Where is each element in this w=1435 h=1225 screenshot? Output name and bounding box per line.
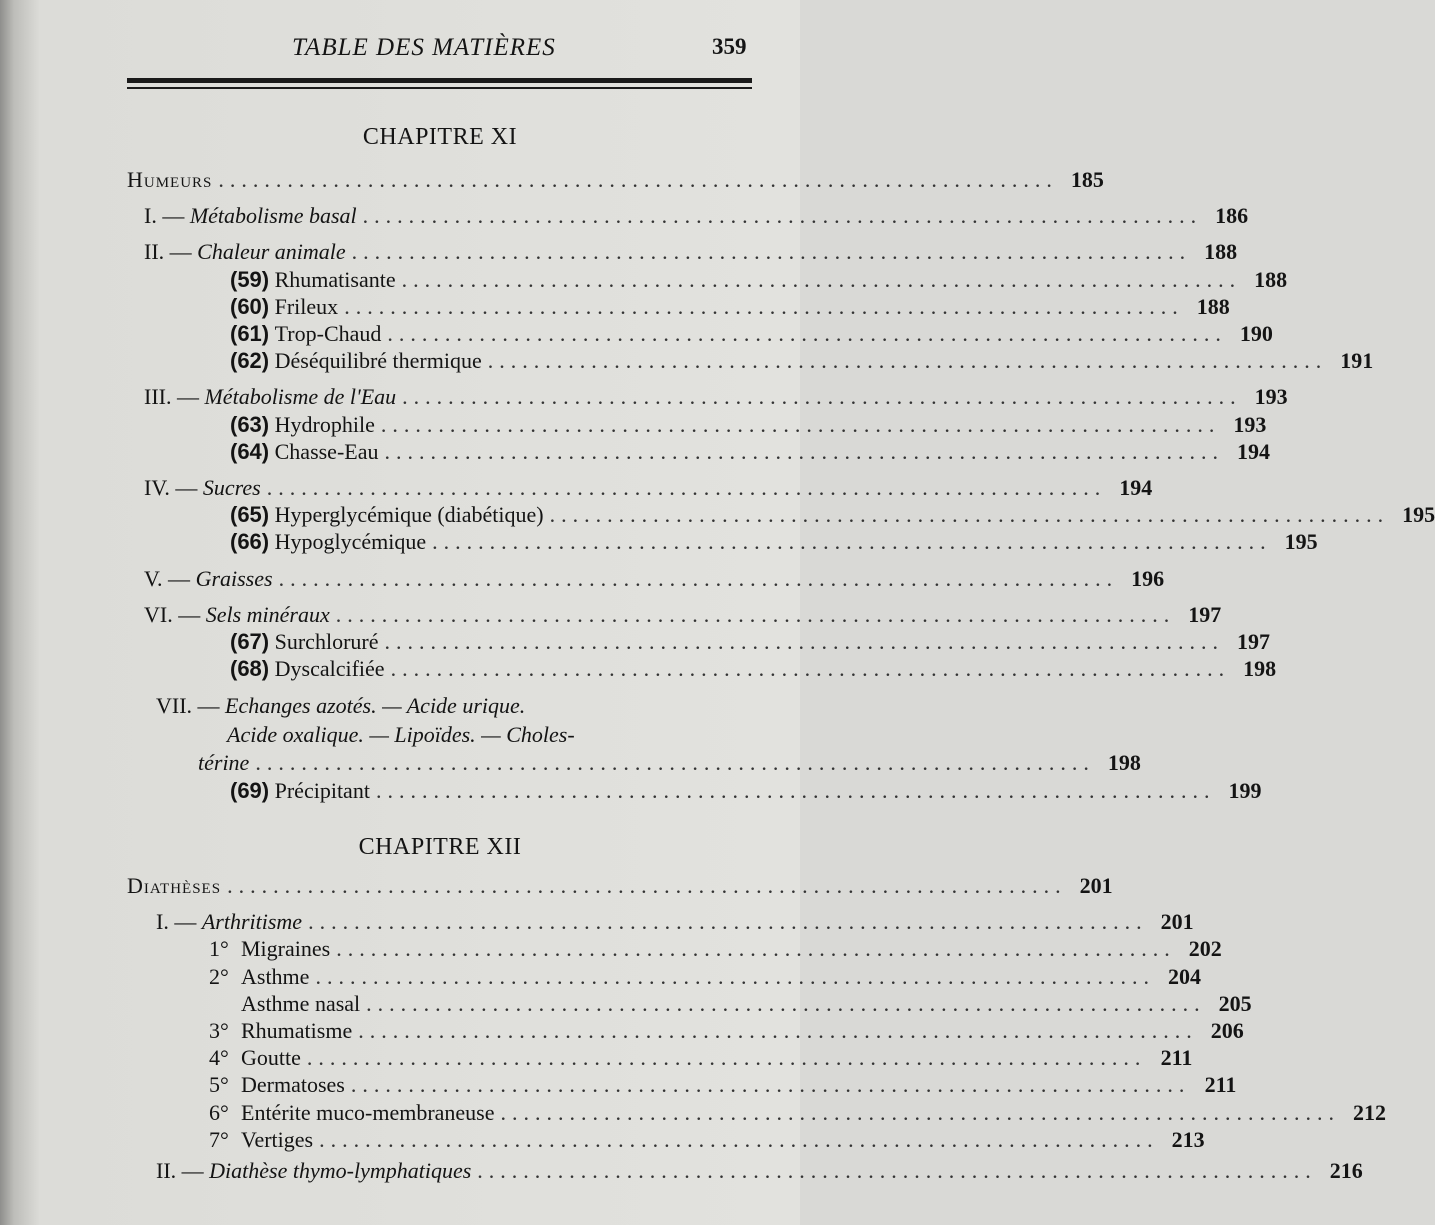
entry-label: Diathèses (127, 873, 222, 898)
toc-item[interactable] (127, 990, 1252, 1017)
entry-page: 201 (1079, 873, 1113, 898)
item-label: Entérite muco-membraneuse (241, 1099, 495, 1125)
section-line (156, 691, 760, 720)
leader-dots: ......................................................................... (315, 963, 1155, 989)
leader-dots: ......................................................................... (390, 656, 1231, 682)
header-rule-thin (127, 87, 752, 89)
item-number: 3° (209, 1018, 229, 1044)
entry-label: Humeurs (127, 167, 213, 192)
section-page: 186 (1215, 203, 1249, 229)
toc-section[interactable] (127, 383, 1288, 410)
leader-dots: ......................................................................... (401, 266, 1242, 292)
section-title: Chaleur animale (197, 239, 346, 265)
item-page: 202 (1188, 936, 1222, 962)
toc-item[interactable] (127, 1071, 1237, 1098)
toc-item[interactable] (127, 628, 1270, 655)
section-title: Graisses (195, 565, 273, 591)
toc-item[interactable] (127, 963, 1201, 990)
toc-item[interactable] (127, 1044, 1193, 1071)
leader-dots: ......................................................................... (402, 384, 1242, 410)
item-label: Hypoglycémique (274, 529, 427, 555)
leader-dots: ......................................................................... (350, 1072, 1191, 1098)
leader-dots: ......................................................................... (278, 565, 1119, 591)
item-page: 193 (1233, 411, 1267, 437)
section-number: VI. — (144, 601, 201, 627)
toc-item[interactable] (127, 266, 1288, 293)
leader-dots: ......................................................................... (351, 239, 1192, 265)
leader-dots: ......................................................................... (477, 1158, 1317, 1184)
section-number: I. — (156, 909, 197, 935)
item-number: (62) (230, 348, 270, 374)
item-number: 5° (209, 1072, 229, 1098)
page-number: 359 (712, 34, 747, 59)
toc-entry-main[interactable] (127, 872, 1113, 899)
section-title: Arthritisme (201, 909, 303, 935)
item-page: 194 (1236, 438, 1270, 464)
item-number: 6° (209, 1099, 229, 1125)
leader-dots: ......................................................................... (319, 1126, 1159, 1152)
item-label: Goutte (241, 1045, 301, 1071)
section-number: IV. — (144, 475, 198, 501)
section-title: Sucres (202, 475, 261, 501)
item-page: 195 (1402, 502, 1435, 528)
item-label: Dermatoses (241, 1072, 345, 1098)
item-number: (68) (230, 656, 270, 682)
leader-dots: ......................................................................... (344, 293, 1184, 319)
item-label: Hydrophile (274, 411, 375, 437)
toc-chapter-xi (127, 166, 1435, 804)
item-number: (63) (230, 411, 270, 437)
section-number: VII. — (156, 693, 220, 719)
section-page: 194 (1119, 475, 1153, 501)
item-number: (61) (230, 321, 270, 347)
leader-dots: ......................................................................... (500, 1099, 1341, 1125)
leader-dots: ......................................................................... (218, 167, 1058, 192)
item-label: Frileux (274, 293, 339, 319)
section-title-line1: Echanges azotés. — Acide urique. (225, 693, 526, 719)
item-number: (60) (230, 293, 270, 319)
toc-chapter-xii (127, 872, 1387, 1184)
item-label: Asthme (241, 963, 310, 989)
leader-dots: ......................................................................... (306, 1045, 1147, 1071)
item-label: Surchloruré (274, 629, 379, 655)
leader-dots: ......................................................................... (380, 411, 1221, 437)
item-page: 188 (1196, 293, 1230, 319)
toc-item[interactable] (127, 320, 1273, 347)
item-label: Dyscalcifiée (274, 656, 385, 682)
toc-section[interactable] (127, 202, 1249, 229)
section-title-line2: Acide oxalique. — Lipoïdes. — Choles- (227, 722, 575, 748)
section-page: 188 (1204, 239, 1238, 265)
item-label: Migraines (241, 936, 331, 962)
section-number: V. — (144, 565, 191, 591)
item-number: (59) (230, 266, 270, 292)
item-number: (65) (230, 502, 270, 528)
item-number: (67) (230, 629, 270, 655)
leader-dots: ......................................................................... (432, 529, 1272, 555)
toc-item[interactable] (127, 1099, 1387, 1126)
section-title: Métabolisme de l'Eau (204, 384, 397, 410)
item-page: 197 (1236, 629, 1270, 655)
leader-dots: ......................................................................... (255, 750, 1095, 776)
toc-item[interactable] (127, 1126, 1205, 1153)
item-page: 205 (1218, 990, 1252, 1016)
leader-dots: ......................................................................... (335, 601, 1176, 627)
section-number: II. — (144, 239, 192, 265)
item-page: 191 (1340, 348, 1374, 374)
leader-dots: ......................................................................... (375, 777, 1216, 803)
item-label: Vertiges (241, 1126, 314, 1152)
leader-dots: ......................................................................... (366, 990, 1206, 1016)
toc-section-end[interactable] (127, 749, 1141, 776)
item-number: 2° (209, 963, 229, 989)
item-number: (64) (230, 438, 270, 464)
leader-dots: ......................................................................... (387, 321, 1227, 347)
leader-dots: ......................................................................... (266, 475, 1107, 501)
toc-item[interactable] (127, 438, 1270, 465)
running-header (0, 30, 800, 70)
item-label: Rhumatisme (241, 1018, 353, 1044)
item-page: 195 (1284, 529, 1318, 555)
toc-section-multiline[interactable] (127, 691, 760, 749)
item-page: 190 (1239, 321, 1273, 347)
item-number: 4° (209, 1045, 229, 1071)
section-title-line3: térine (198, 750, 250, 776)
item-number: 1° (209, 936, 229, 962)
chapter-heading: CHAPITRE XI (362, 124, 518, 150)
item-page: 212 (1353, 1099, 1387, 1125)
leader-dots: ......................................................................... (358, 1018, 1198, 1044)
section-title: Métabolisme basal (189, 203, 357, 229)
toc-item[interactable] (127, 293, 1230, 320)
header-rule-thick (127, 78, 752, 83)
section-number: I. — (144, 203, 185, 229)
toc-item[interactable] (127, 935, 1222, 962)
item-label: Déséquilibré thermique (274, 348, 482, 374)
item-label: Trop-Chaud (274, 321, 382, 347)
leader-dots: ......................................................................... (487, 348, 1328, 374)
section-line (156, 720, 760, 749)
item-number: (66) (230, 529, 270, 555)
chapter-heading: CHAPITRE XII (358, 834, 522, 860)
item-page: 211 (1160, 1045, 1193, 1071)
item-page: 204 (1167, 963, 1201, 989)
section-page: 198 (1107, 750, 1141, 776)
section-page: 216 (1329, 1158, 1363, 1184)
item-page: 206 (1210, 1018, 1244, 1044)
toc-item[interactable] (127, 655, 1277, 682)
item-label: Chasse-Eau (274, 438, 379, 464)
toc-item[interactable] (127, 501, 1435, 528)
item-label: Asthme nasal (241, 990, 361, 1016)
section-number: II. — (156, 1158, 204, 1184)
item-label: Hyperglycémique (diabétique) (274, 502, 544, 528)
toc-item[interactable] (127, 528, 1318, 555)
item-label: Rhumatisante (274, 266, 396, 292)
toc-section[interactable] (127, 601, 1222, 628)
toc-section[interactable] (127, 565, 1165, 592)
item-page: 188 (1254, 266, 1288, 292)
section-page: 196 (1131, 565, 1165, 591)
section-number: III. — (144, 384, 199, 410)
item-page: 198 (1243, 656, 1277, 682)
toc-section[interactable] (127, 1157, 1363, 1184)
item-page: 211 (1204, 1072, 1237, 1098)
item-label: Précipitant (274, 777, 370, 803)
item-page: 199 (1228, 777, 1262, 803)
item-page: 213 (1171, 1126, 1205, 1152)
header-rule (127, 78, 752, 96)
toc-item[interactable] (127, 347, 1374, 374)
leader-dots: ......................................................................... (549, 502, 1390, 528)
toc-item[interactable] (127, 1017, 1244, 1044)
section-page: 193 (1254, 384, 1288, 410)
leader-dots: ......................................................................... (362, 203, 1203, 229)
toc-item[interactable] (127, 411, 1267, 438)
section-title: Diathèse thymo-lymphatiques (209, 1158, 472, 1184)
section-page: 197 (1188, 601, 1222, 627)
running-title: TABLE DES MATIÈRES (292, 34, 556, 61)
toc-section[interactable] (127, 908, 1194, 935)
leader-dots: ......................................................................... (336, 936, 1176, 962)
toc-section[interactable] (127, 474, 1153, 501)
section-page: 201 (1160, 909, 1194, 935)
leader-dots: ......................................................................... (227, 873, 1067, 898)
leader-dots: ......................................................................... (308, 909, 1148, 935)
item-number: 7° (209, 1126, 229, 1152)
toc-section[interactable] (127, 238, 1238, 265)
leader-dots: ......................................................................... (384, 629, 1224, 655)
toc-item[interactable] (127, 777, 1262, 804)
toc-entry-main[interactable] (127, 166, 1104, 193)
entry-page: 185 (1070, 167, 1104, 192)
leader-dots: ......................................................................... (384, 438, 1224, 464)
section-title: Sels minéraux (205, 601, 330, 627)
item-number: (69) (230, 777, 270, 803)
